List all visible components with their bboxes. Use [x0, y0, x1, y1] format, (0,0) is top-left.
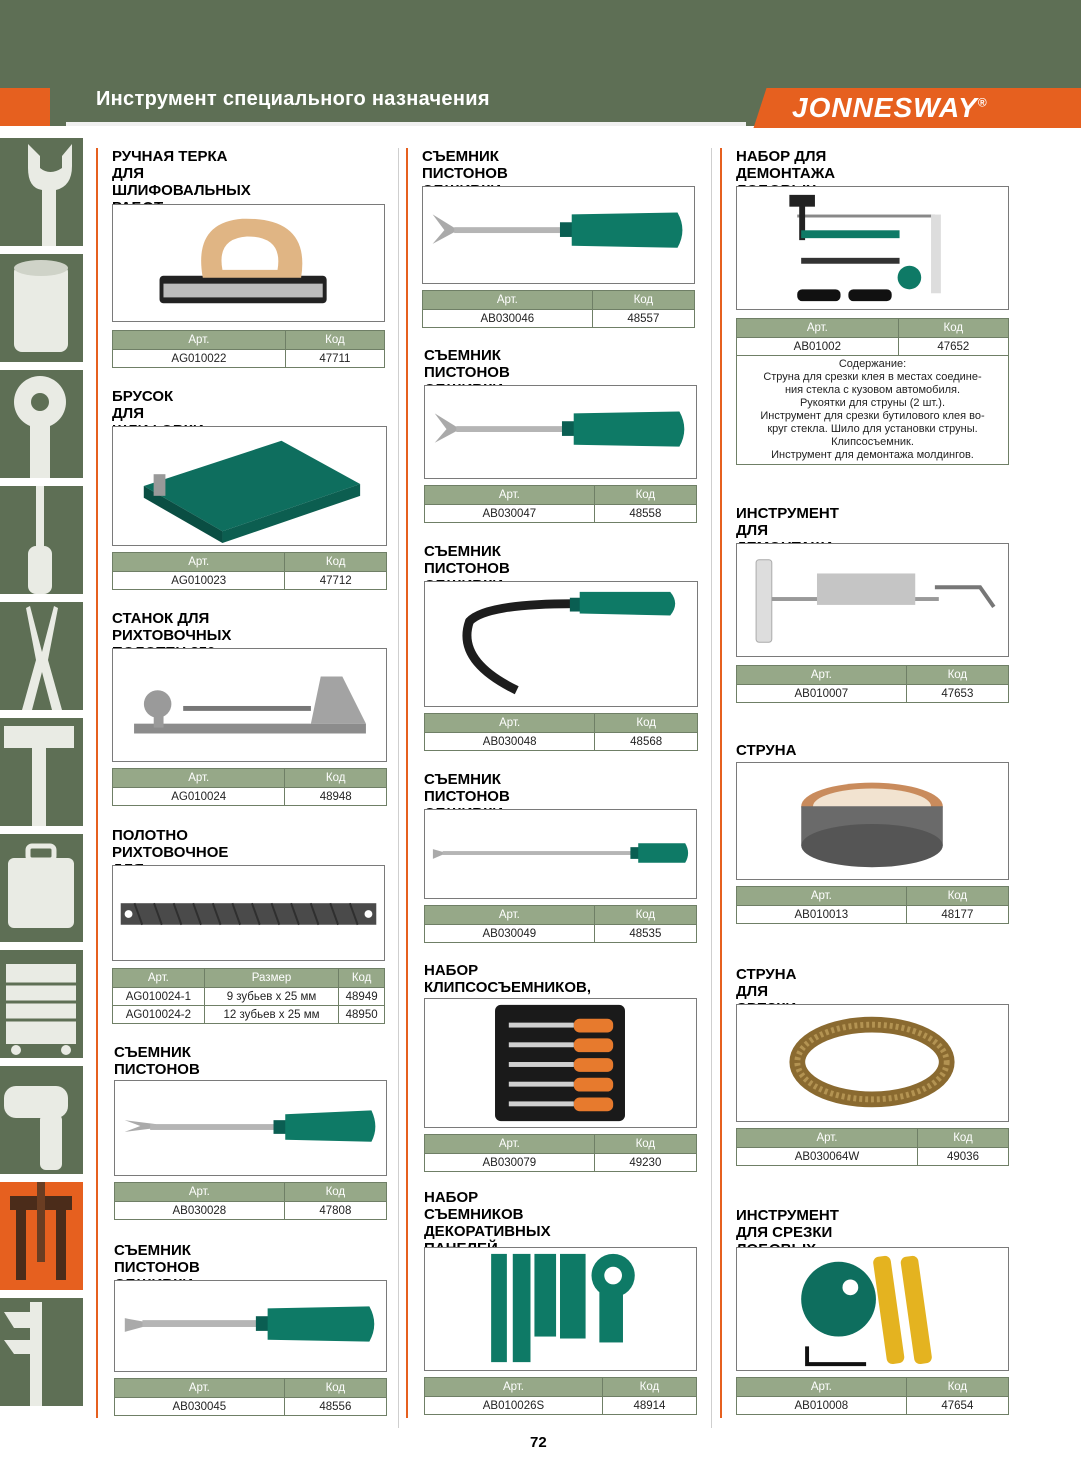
product-name: НАБОР ДЛЯ ДЕМОНТАЖА — [736, 148, 836, 182]
art-header: Арт. — [425, 486, 595, 505]
product-image — [736, 1247, 1009, 1371]
art-value: AB010007 — [737, 685, 907, 703]
art-value: AB010013 — [737, 906, 907, 924]
desc-line: Инструмент для демонтажа молдингов. — [771, 449, 974, 461]
product-name: НАБОР СЪЕМНИКОВ ДЕКОРАТИВНЫХ — [424, 1189, 551, 1240]
art-header: Арт. — [115, 1379, 285, 1398]
art-header: Арт. — [737, 887, 907, 906]
ratchet-icon[interactable] — [0, 370, 83, 482]
art-value: AB01002 — [737, 338, 899, 356]
column-divider — [406, 148, 408, 1418]
code-value: 47652 — [898, 338, 1008, 356]
code-value: 47654 — [906, 1397, 1008, 1415]
article-table — [424, 1377, 697, 1415]
product-name: РУЧНАЯ ТЕРКА ДЛЯ ШЛИФОВАЛЬНЫХ — [112, 148, 251, 199]
code-header: Код — [602, 1378, 696, 1397]
article-table — [112, 552, 387, 590]
column-divider — [720, 148, 722, 1418]
art-header: Арт. — [737, 1129, 918, 1148]
socket-icon[interactable] — [0, 254, 83, 366]
column-divider — [96, 148, 98, 1418]
article-table — [422, 290, 695, 328]
art-value: AG010022 — [113, 350, 286, 368]
article-table — [736, 1377, 1009, 1415]
art-header: Арт. — [425, 1378, 603, 1397]
article-table — [114, 1182, 387, 1220]
article-table — [424, 1134, 697, 1172]
code-value: 48535 — [594, 925, 696, 943]
article-table — [736, 665, 1009, 703]
product-name: СЪЕМНИК ПИСТОНОВ — [424, 771, 510, 805]
size-value: 12 зубьев x 25 мм — [204, 1006, 339, 1024]
art-header: Арт. — [425, 906, 595, 925]
code-header: Код — [285, 769, 387, 788]
column-rule — [711, 148, 712, 1428]
art-value: AG010024 — [113, 788, 285, 806]
art-header: Арт. — [737, 1378, 907, 1397]
header-accent-tab — [0, 88, 50, 126]
art-value: AG010024-2 — [113, 1006, 205, 1024]
product-image — [736, 543, 1009, 657]
article-table — [424, 905, 697, 943]
pliers-icon[interactable] — [0, 602, 83, 714]
product-name: НАБОР КЛИПСОСЪЕМНИКОВ, — [424, 962, 591, 996]
product-name: СЪЕМНИК ПИСТОНОВ — [114, 1242, 200, 1276]
art-value: AB030046 — [423, 310, 593, 328]
article-table — [736, 886, 1009, 924]
code-header: Код — [284, 1183, 386, 1202]
cabinet-icon[interactable] — [0, 950, 83, 1062]
product-name: ПОЛОТНО РИХТОВОЧНОЕ — [112, 827, 229, 861]
product-name: СЪЕМНИК ПИСТОНОВ — [114, 1044, 200, 1078]
product-image — [112, 204, 385, 322]
article-table — [112, 330, 385, 368]
air-tool-icon[interactable] — [0, 1066, 83, 1178]
code-value: 48558 — [594, 505, 696, 523]
art-value: AB030064W — [737, 1148, 918, 1166]
code-value: 48950 — [339, 1006, 385, 1024]
art-value: AB030048 — [425, 733, 595, 751]
product-image — [424, 1247, 697, 1371]
product-name: СТРУНА — [736, 742, 797, 759]
section-title: Инструмент специального назначения — [96, 88, 490, 110]
art-value: AB010008 — [737, 1397, 907, 1415]
article-table — [424, 485, 697, 523]
product-name: ИНСТРУМЕНТ ДЛЯ — [736, 505, 839, 539]
code-value: 48949 — [339, 988, 385, 1006]
code-header: Код — [906, 1378, 1008, 1397]
code-value: 47653 — [906, 685, 1008, 703]
art-value: AB010026S — [425, 1397, 603, 1415]
code-header: Код — [339, 969, 385, 988]
code-header: Код — [594, 486, 696, 505]
article-table — [112, 768, 387, 806]
art-value: AB030047 — [425, 505, 595, 523]
code-header: Код — [285, 331, 384, 350]
product-name: БРУСОК ДЛЯ — [112, 388, 174, 422]
art-header: Арт. — [737, 319, 899, 338]
code-value: 47711 — [285, 350, 384, 368]
category-sidebar — [0, 138, 83, 1481]
art-header: Арт. — [113, 969, 205, 988]
product-name: СТАНОК ДЛЯ РИХТОВОЧНЫХ — [112, 610, 232, 644]
product-image — [114, 1080, 387, 1176]
product-image — [736, 762, 1009, 880]
product-name: СЪЕМНИК ПИСТОНОВ — [424, 347, 510, 381]
art-header: Арт. — [423, 291, 593, 310]
art-value: AB030028 — [115, 1202, 285, 1220]
desc-line: Инструмент для срезки бутилового клея во- — [760, 410, 985, 422]
hammer-icon[interactable] — [0, 718, 83, 830]
code-header: Код — [917, 1129, 1008, 1148]
product-image — [736, 1004, 1009, 1122]
article-table — [114, 1378, 387, 1416]
art-value: AB030045 — [115, 1398, 285, 1416]
desc-line: Струна для срезки клея в местах соедине- — [763, 371, 982, 383]
case-icon[interactable] — [0, 834, 83, 946]
code-value: 48948 — [285, 788, 387, 806]
code-value: 47808 — [284, 1202, 386, 1220]
product-name: ИНСТРУМЕНТ ДЛЯ СРЕЗКИ — [736, 1207, 839, 1241]
code-value: 48557 — [592, 310, 694, 328]
product-name: СЪЕМНИК ПИСТОНОВ — [422, 148, 508, 182]
article-table — [424, 713, 698, 751]
article-table — [112, 968, 385, 1024]
code-header: Код — [594, 906, 696, 925]
brand-logo: JONNESWAY® — [792, 92, 988, 123]
screwdriver-icon[interactable] — [0, 486, 83, 598]
product-name: СТРУНА ДЛЯ — [736, 966, 797, 1000]
product-description — [736, 356, 1009, 465]
art-value: AB030079 — [425, 1154, 595, 1172]
code-header: Код — [592, 291, 694, 310]
code-value: 48556 — [284, 1398, 386, 1416]
column-rule — [398, 148, 399, 1428]
code-value: 48568 — [595, 733, 698, 751]
code-header: Код — [284, 1379, 386, 1398]
product-image — [112, 648, 387, 762]
size-header: Размер — [204, 969, 339, 988]
code-header: Код — [898, 319, 1008, 338]
code-header: Код — [595, 714, 698, 733]
art-header: Арт. — [115, 1183, 285, 1202]
caliper-icon[interactable] — [0, 1298, 83, 1410]
article-table — [736, 1128, 1009, 1166]
product-image — [424, 809, 697, 899]
art-header: Арт. — [737, 666, 907, 685]
code-value: 47712 — [285, 572, 387, 590]
code-value: 49036 — [917, 1148, 1008, 1166]
product-image — [424, 581, 698, 707]
art-header: Арт. — [425, 1135, 595, 1154]
product-image — [424, 998, 697, 1128]
product-image — [112, 426, 387, 546]
art-header: Арт. — [113, 331, 286, 350]
header-underline — [66, 122, 746, 126]
desc-line: Содержание: — [838, 358, 907, 370]
code-value: 48177 — [906, 906, 1008, 924]
product-image — [422, 186, 695, 284]
desc-line: ния стекла с кузовом автомобиля. — [784, 384, 961, 396]
art-value: AG010023 — [113, 572, 285, 590]
product-name: СЪЕМНИК ПИСТОНОВ — [424, 543, 510, 577]
product-image — [736, 186, 1009, 310]
article-table — [736, 318, 1009, 356]
art-header: Арт. — [113, 769, 285, 788]
desc-line: круг стекла. Шило для установки струны. — [767, 423, 978, 435]
page-number: 72 — [530, 1434, 547, 1451]
product-image — [114, 1280, 387, 1372]
product-image — [112, 865, 385, 961]
puller-icon[interactable] — [0, 1182, 83, 1294]
wrench-icon[interactable] — [0, 138, 83, 250]
art-value: AB030049 — [425, 925, 595, 943]
size-value: 9 зубьев x 25 мм — [204, 988, 339, 1006]
code-value: 48914 — [602, 1397, 696, 1415]
code-header: Код — [594, 1135, 696, 1154]
art-header: Арт. — [113, 553, 285, 572]
code-header: Код — [906, 887, 1008, 906]
desc-line: Рукоятки для струны (2 шт.). — [799, 397, 946, 409]
art-header: Арт. — [425, 714, 595, 733]
code-value: 49230 — [594, 1154, 696, 1172]
code-header: Код — [285, 553, 387, 572]
art-value: AG010024-1 — [113, 988, 205, 1006]
product-image — [424, 385, 697, 479]
desc-line: Клипсосъемник. — [831, 436, 914, 448]
code-header: Код — [906, 666, 1008, 685]
